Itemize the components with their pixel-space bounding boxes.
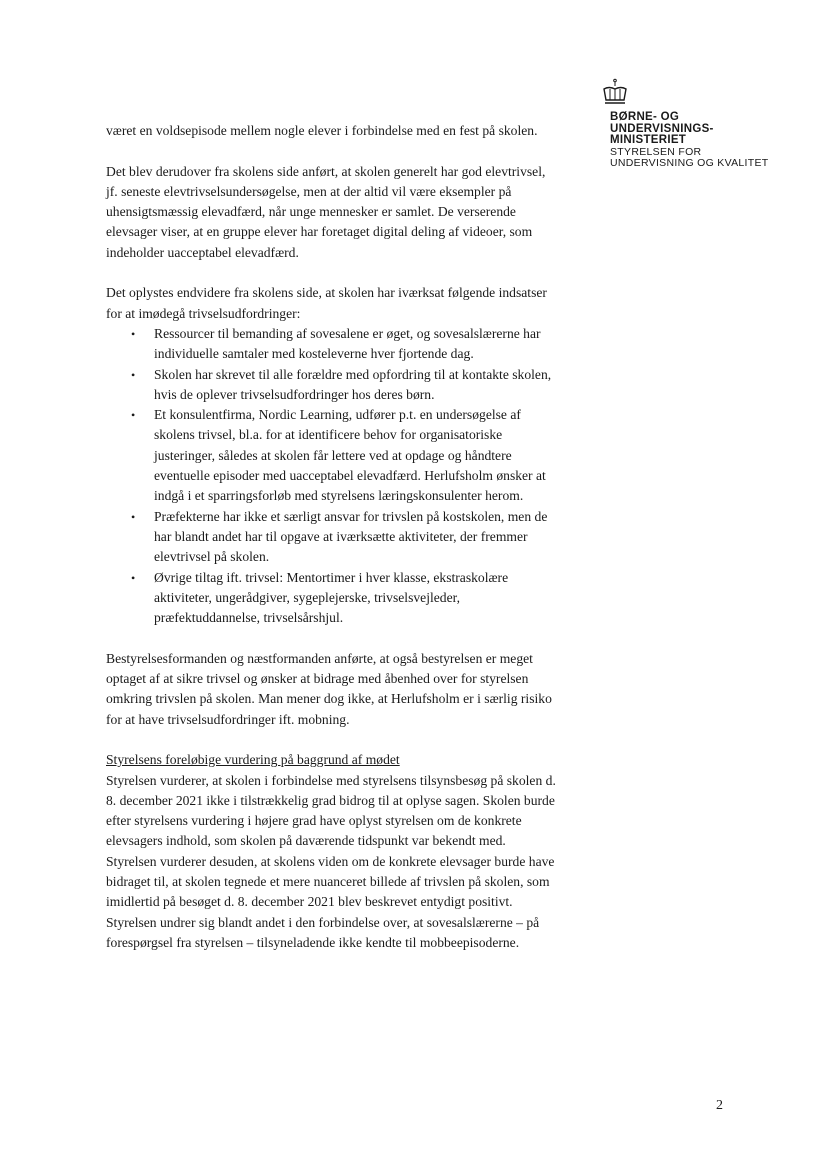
agency-name: STYRELSEN FOR UNDERVISNING OG KVALITET [610,145,769,169]
section-heading: Styrelsens foreløbige vurdering på baggrund af mødet [106,752,400,768]
page-number: 2 [716,1098,723,1113]
list-item: • Et konsulentfirma, Nordic Learning, udfører p.t. en undersøgelse af skolens trivsel, bl.a. for at identificere behov for organisatoriske justeringer, således at skolen får lettere ved at opdage og håndtere eventuelle episoder med uacceptabel elevadfærd. Herlufsholm ønsker at indgå i et sparringsforløb med styrelsens læringskonsulenter herom. [131,407,546,504]
paragraph: Det blev derudover fra skolens side anført, at skolen generelt har god elevtrivsel, jf. seneste elevtrivselsundersøgelse, men at der altid vil være eksempler på uhensigtsmæssig elevadfærd, når unge mennesker er samlet. De verserende elevsager viser, at en gruppe elever har foretaget digital deling af videoer, som indeholder uacceptabel elevadfærd. [106,163,546,260]
bullet-icon: • [131,408,136,423]
ministry-logo [610,78,800,170]
crown-icon [600,78,630,108]
paragraph: været en voldsepisode mellem nogle elever i forbindelse med en fest på skolen. [106,123,538,138]
bullet-icon: • [131,509,136,524]
list-item: • Øvrige tiltag ift. trivsel: Mentortimer i hver klasse, ekstraskolære aktiviteter, ungerådgiver, sygeplejerske, trivselsvejleder, præfektuddannelse, trivselsårshjul. [131,569,509,626]
list-item: • Præfekterne har ikke et særligt ansvar for trivslen på kostskolen, men de har blandt andet har til opgave at iværksætte aktiviteter, der fremmer elevtrivsel på skolen. [131,508,548,565]
assessment-section [106,750,558,953]
ministry-name: BØRNE- OG UNDERVISNINGS- MINISTERIET [610,111,714,146]
section-paragraph: Styrelsen vurderer, at skolen i forbindelse med styrelsens tilsynsbesøg på skolen d. 8. december 2021 ikke i tilstrækkelig grad bidrog til at oplyse sagen. Skolen burde efter styrelsens vurdering i højere grad have oplyst styrelsen om de konkrete elevsagers indhold, som skolen på daværende tidspunkt var bekendt med. Styrelsen vurderer desuden, at skolens viden om de konkrete elevsager burde have bidraget til, at skolen tegnede et mere nuanceret billede af trivslen på skolen, som imidlertid på besøget d. 8. december 2021 blev beskrevet entydigt positivt. Styrelsen undrer sig blandt andet i den forbindelse over, at sovesalslærerne – på forespørgsel fra styrelsen – tilsyneladende ikke kendte til mobbeepisoderne. [106,772,556,950]
initiatives-list [106,324,558,628]
body-text [106,121,558,973]
paragraph: Bestyrelsesformanden og næstformanden anførte, at også bestyrelsen er meget optaget af at sikre trivsel og ønsker at bidrage med åbenhed over for styrelsen omkring trivslen på skolen. Man mener dog ikke, at Herlufsholm er i særlig risiko for at have trivselsudfordringer ift. mobning. [106,650,552,727]
bullet-icon: • [131,326,136,341]
bullet-icon: • [131,570,136,585]
paragraph: Det oplystes endvidere fra skolens side, at skolen har iværksat følgende indsatser for at imødegå trivselsudfordringer: [106,285,547,321]
list-item: • Ressourcer til bemanding af sovesalene er øget, og sovesalslærerne har individuelle samtaler med kosteleverne hver fjortende dag. [131,325,541,362]
list-item: • Skolen har skrevet til alle forældre med opfordring til at kontakte skolen, hvis de oplever trivselsudfordringer hos deres børn. [131,366,552,402]
bullet-icon: • [131,367,136,382]
